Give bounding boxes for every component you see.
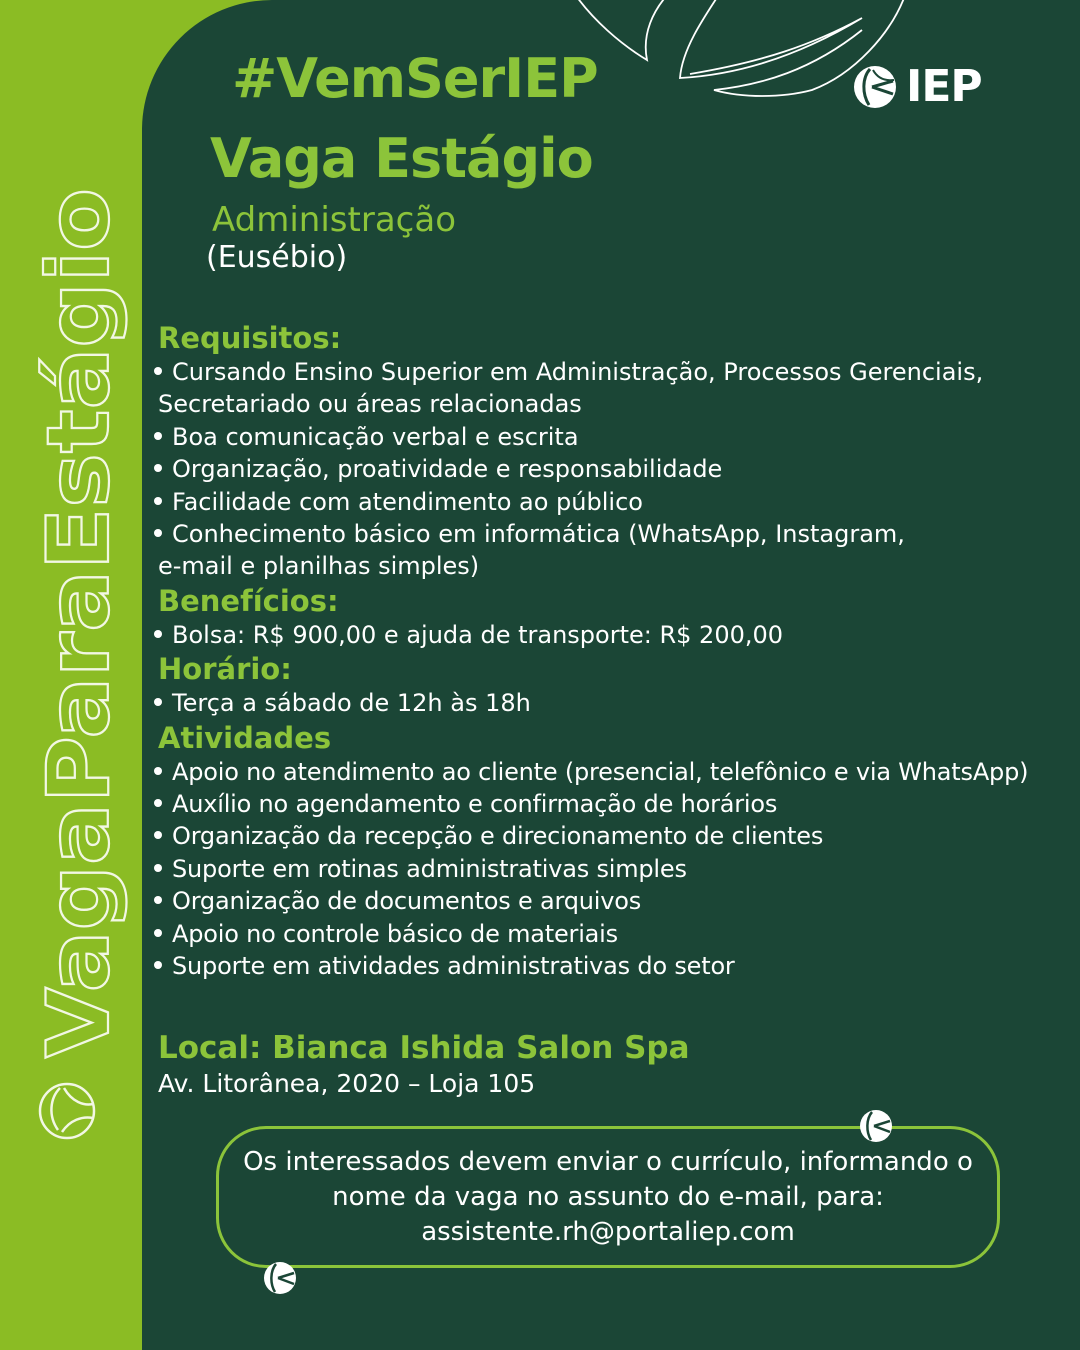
section-beneficios [150,583,1080,651]
local-address: Av. Litorânea, 2020 – Loja 105 [158,1069,536,1098]
list-item: Auxílio no agendamento e confirmação de horários [150,788,1080,820]
job-area: Administração [212,200,456,240]
iep-logo [852,61,982,112]
bullet-icon [154,698,162,706]
bullet-icon [154,799,162,807]
hashtag: #VemSerIEP [232,47,598,110]
bullet-icon [154,864,162,872]
list-item: Suporte em rotinas administrativas simples [150,853,1080,885]
iep-leaf-emblem-icon [262,1260,298,1296]
iep-leaf-emblem-icon [858,1108,894,1144]
section-atividades [150,720,1080,983]
list-item: Bolsa: R$ 900,00 e ajuda de transporte: R$ 200,00 [150,619,1080,651]
list-item: Apoio no controle básico de materiais [150,918,1080,950]
side-banner-text: VagaParaEstágio [29,240,129,1058]
side-banner [0,0,142,1350]
bullet-icon [154,831,162,839]
list-item: Apoio no atendimento ao cliente (presencial, telefônico e via WhatsApp) [150,756,1080,788]
page-title: Vaga Estágio [210,127,593,190]
section-title: Benefícios: [158,583,339,618]
main-panel [142,0,1080,1350]
bullet-icon [154,767,162,775]
list-item: Cursando Ensino Superior em Administração, Processos Gerenciais, Secretariado ou áreas relacionadas [150,356,1080,421]
section-title: Horário: [158,652,292,687]
bullet-icon [154,432,162,440]
section-horario [150,651,1080,719]
list-item: Suporte em atividades administrativas do setor [150,950,1080,982]
contact-box [216,1126,1000,1268]
bullet-icon [154,529,162,537]
bullet-icon [154,961,162,969]
list-item: Conhecimento básico em informática (WhatsApp, Instagram, e-mail e planilhas simples) [150,518,1080,583]
bullet-icon [154,896,162,904]
list-item: Organização da recepção e direcionamento de clientes [150,820,1080,852]
list-item: Facilidade com atendimento ao público [150,486,1080,518]
iep-leaf-emblem-icon [36,1080,98,1142]
job-details [150,320,1080,983]
bullet-icon [154,929,162,937]
contact-instruction-line-1: Os interessados devem enviar o currículo, informando o [243,1146,973,1177]
local-info [158,1028,690,1100]
logo-text: IEP [906,61,982,112]
section-title: Atividades [158,720,332,755]
bullet-icon [154,630,162,638]
bullet-icon [154,497,162,505]
iep-leaf-emblem-icon [852,64,898,110]
bullet-icon [154,464,162,472]
list-item: Boa comunicação verbal e escrita [150,421,1080,453]
contact-email-link[interactable]: assistente.rh@portaliep.com [421,1216,795,1247]
contact-instruction-line-2: nome da vaga no assunto do e-mail, para: [332,1181,884,1212]
list-item: Organização, proatividade e responsabilidade [150,453,1080,485]
list-item: Terça a sábado de 12h às 18h [150,687,1080,719]
bullet-icon [154,367,162,375]
local-title: Local: Bianca Ishida Salon Spa [158,1030,690,1066]
section-requisitos [150,320,1080,583]
list-item: Organização de documentos e arquivos [150,885,1080,917]
job-location: (Eusébio) [206,240,348,275]
section-title: Requisitos: [158,321,342,355]
